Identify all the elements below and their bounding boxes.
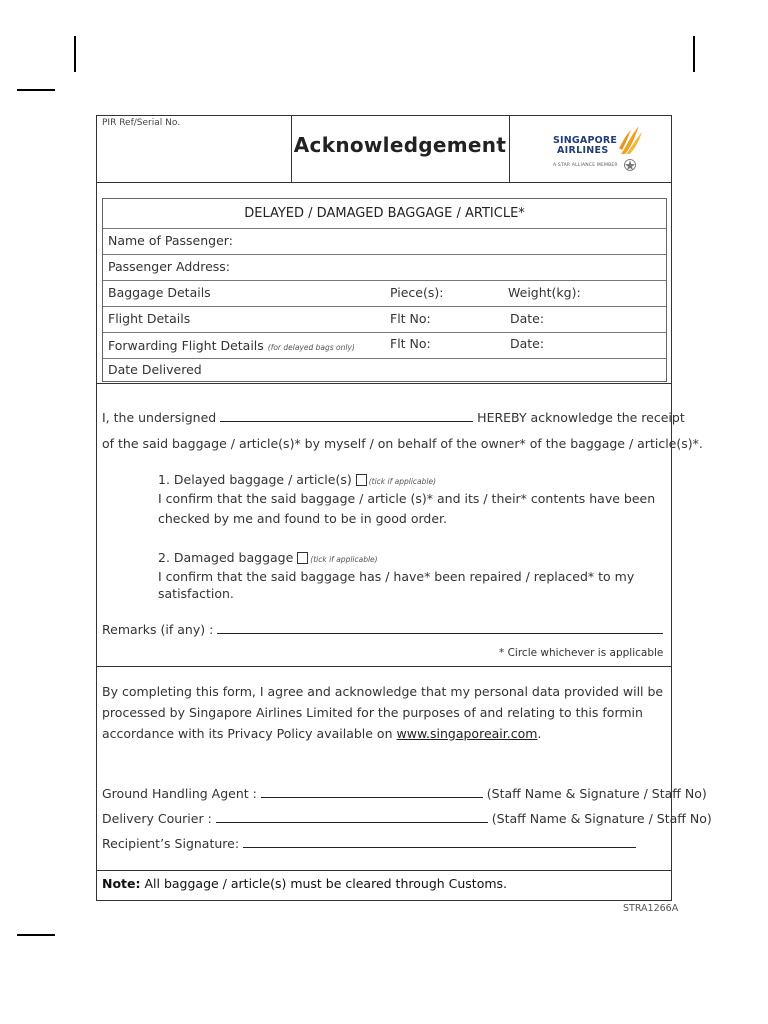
flt-no-label-forwarding: Flt No: — [390, 336, 431, 351]
crop-mark-top-left — [74, 36, 76, 72]
logo-text-singapore: SINGAPORE — [553, 135, 618, 146]
damaged-checkbox[interactable] — [297, 552, 308, 564]
row-passenger-name[interactable] — [103, 228, 666, 254]
row-flight-details[interactable] — [103, 306, 666, 332]
date-label: Date: — [510, 311, 545, 326]
undersigned-name-field[interactable] — [220, 421, 473, 422]
passenger-name-label: Name of Passenger: — [108, 233, 233, 248]
recipient-signature-field[interactable] — [243, 847, 636, 848]
privacy-line-3: accordance with its Privacy Policy available on www.singaporeair.com. — [102, 726, 542, 741]
crop-mark-left-lower — [17, 934, 55, 936]
privacy-line-1: By completing this form, I agree and acknowledge that my personal data provided will be — [102, 684, 664, 699]
delayed-tick-note: (tick if applicable) — [368, 477, 437, 486]
customs-note: Note: All baggage / article(s) must be cleared through Customs. — [102, 876, 508, 891]
forwarding-flight-label: Forwarding Flight Details (for delayed bags only) — [108, 338, 355, 353]
recipient-row — [102, 836, 636, 851]
declaration-line-1: I, the undersigned HEREBY acknowledge the receipt — [102, 410, 685, 425]
pieces-label: Piece(s): — [390, 285, 444, 300]
row-forwarding-flight[interactable] — [103, 332, 666, 358]
star-alliance-text: A STAR ALLIANCE MEMBER — [553, 163, 618, 168]
form-title: Acknowledgement — [293, 133, 507, 157]
remarks-field[interactable] — [217, 633, 663, 634]
option-damaged-text-1: I confirm that the said baggage has / have* been repaired / replaced* to my — [158, 569, 635, 584]
option-delayed-text-2: checked by me and found to be in good order. — [158, 511, 447, 526]
option-damaged-text-2: satisfaction. — [158, 586, 234, 601]
option-delayed: 1. Delayed baggage / article(s) (tick if applicable) — [158, 472, 437, 487]
section-divider-2 — [96, 666, 672, 667]
date-label-forwarding: Date: — [510, 336, 545, 351]
option-delayed-text-1: I confirm that the said baggage / article (s)* and its / their* contents have been — [158, 491, 656, 506]
section-divider-1 — [96, 383, 672, 384]
delayed-checkbox[interactable] — [356, 474, 367, 486]
courier-label: Delivery Courier : — [102, 811, 212, 826]
forwarding-note: (for delayed bags only) — [267, 343, 355, 352]
date-delivered-label: Date Delivered — [108, 362, 202, 377]
singapore-airlines-logo — [553, 122, 653, 178]
flt-no-label: Flt No: — [390, 311, 431, 326]
gha-note: (Staff Name & Signature / Staff No) — [486, 786, 707, 801]
pir-ref-cell[interactable] — [96, 115, 292, 182]
row-baggage-details[interactable] — [103, 280, 666, 306]
declaration-line-2: of the said baggage / article(s)* by myself / on behalf of the owner* of the baggage / article(s)*. — [102, 436, 703, 451]
form-reference-code: STRA1266A — [623, 903, 679, 914]
pir-ref-label: PIR Ref/Serial No. — [102, 118, 181, 128]
baggage-details-label: Baggage Details — [108, 285, 211, 300]
courier-note: (Staff Name & Signature / Staff No) — [491, 811, 712, 826]
passenger-address-label: Passenger Address: — [108, 259, 231, 274]
circle-note: * Circle whichever is applicable — [499, 647, 664, 659]
remarks-label: Remarks (if any) : — [102, 622, 214, 637]
row-date-delivered[interactable] — [103, 358, 666, 382]
recipient-label: Recipient’s Signature: — [102, 836, 240, 851]
section-divider-3 — [96, 870, 672, 871]
privacy-line-2: processed by Singapore Airlines Limited for the purposes of and relating to this formin — [102, 705, 643, 720]
gha-label: Ground Handling Agent : — [102, 786, 257, 801]
baggage-details-table — [102, 198, 667, 382]
logo-text-airlines: AIRLINES — [557, 145, 609, 156]
bird-icon — [617, 124, 643, 156]
courier-signature-field[interactable] — [216, 822, 488, 823]
row-passenger-address[interactable] — [103, 254, 666, 280]
flight-details-label: Flight Details — [108, 311, 191, 326]
section-title: DELAYED / DAMAGED BAGGAGE / ARTICLE* — [244, 206, 525, 221]
crop-mark-top-right — [693, 36, 695, 72]
star-alliance-icon — [621, 158, 639, 172]
courier-row — [102, 811, 712, 826]
weight-label: Weight(kg): — [508, 285, 581, 300]
crop-mark-left-upper — [17, 89, 55, 91]
remarks-row — [102, 622, 663, 637]
gha-row — [102, 786, 707, 801]
option-damaged: 2. Damaged baggage (tick if applicable) — [158, 550, 378, 565]
gha-signature-field[interactable] — [261, 797, 483, 798]
title-cell — [291, 115, 510, 182]
privacy-policy-link[interactable]: www.singaporeair.com — [396, 726, 538, 741]
damaged-tick-note: (tick if applicable) — [310, 555, 378, 564]
